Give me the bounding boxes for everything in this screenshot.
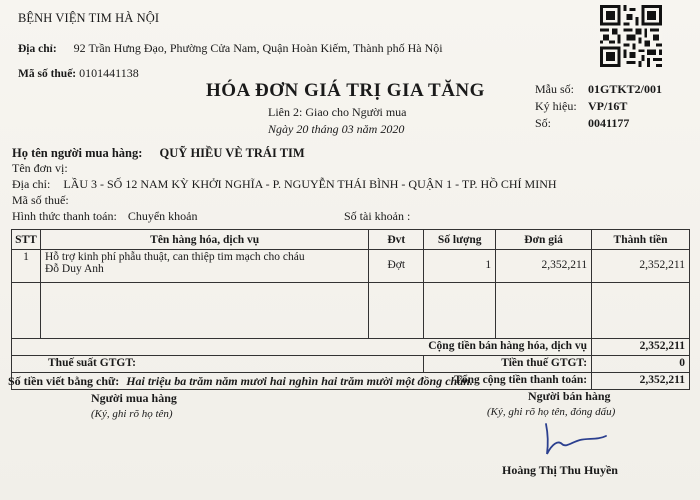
invoice-date: Ngày 20 tháng 03 năm 2020 [268,122,405,136]
seller-tax-label: Mã số thuế: [18,68,77,80]
col-header: STT [12,230,41,250]
buyer-address: LẦU 3 - SỐ 12 NAM KỲ KHỞI NGHĨA - P. NGUYỄN THÁI BÌNH - QUẬN 1 - TP. HỒ CHÍ MINH [63,177,557,191]
vat-rate-label-text: Thuế suất GTGT: [48,357,136,369]
payment-line [12,209,197,224]
buyer-signature-title: Người mua hàng [91,391,177,405]
items-table [11,229,690,390]
form-value: 01GTKT2/001 [588,82,663,96]
row-price: 2,352,211 [496,250,592,283]
payment-label: Hình thức thanh toán: [12,209,117,223]
empty-row [12,283,690,339]
buyer-tax-label: Mã số thuế: [12,193,69,207]
row-description-line2: Đỗ Duy Anh [44,263,104,275]
row-description-line1: Hỗ trợ kinh phí phẫu thuật, can thiệp tim mạch cho cháu [44,251,305,263]
buyer-name: QUỸ HIỀU VÈ TRÁI TIM [159,146,305,160]
seller-signature-note: (Ký, ghi rõ họ tên, đóng dấu) [487,406,616,418]
vat-row [12,356,690,373]
seller-address-value: 92 Trần Hưng Đạo, Phường Cửa Nam, Quận Hoàn Kiếm, Thành phố Hà Nội [73,41,443,55]
qr-code-icon [600,5,662,67]
row-amount: 2,352,211 [592,250,690,283]
number-label: Số: [535,116,552,130]
buyer-signature-note: (Ký, ghi rõ họ tên) [91,408,173,420]
signature-icon [540,420,610,460]
seller-name: Hoàng Thị Thu Huyền [502,463,618,477]
subtotal-row [12,339,690,356]
words-text: Hai triệu ba trăm năm mươi hai nghìn hai trăm mười một đồng chẵn. [126,374,473,388]
col-header: Đvt [369,230,424,250]
vat-value: 0 [592,356,690,373]
symbol-label: Ký hiệu: [535,99,577,113]
seller-address-label: Địa chỉ: [18,43,57,55]
table-row [12,250,690,283]
payment-method: Chuyển khoản [127,209,198,223]
col-header: Số lượng [424,230,496,250]
number-value: 0041177 [588,116,630,130]
row-stt: 1 [12,250,41,283]
vat-label: Tiền thuế GTGT: [424,356,592,373]
col-header: Thành tiền [592,230,690,250]
col-header: Tên hàng hóa, dịch vụ [40,230,368,250]
buyer-unit-label: Tên đơn vị: [12,161,68,175]
amount-in-words [8,374,473,389]
vat-rate-label [12,356,424,373]
hospital-name: BỆNH VIỆN TIM HÀ NỘI [18,11,160,25]
row-description [40,250,368,283]
seller-signature-title: Người bán hàng [528,389,611,403]
seller-address [18,41,443,56]
invoice-title: HÓA ĐƠN GIÁ TRỊ GIA TĂNG [206,80,485,101]
words-label: Số tiền viết bằng chữ: [8,374,120,388]
seller-tax [18,66,139,81]
symbol-value: VP/16T [588,99,628,113]
form-label: Mẫu số: [535,82,574,96]
row-quantity: 1 [424,250,496,283]
subtotal-label: Cộng tiền bán hàng hóa, dịch vụ [12,339,592,356]
account-label: Số tài khoản : [344,209,411,223]
buyer-address-line [12,177,557,192]
row-unit: Đợt [369,250,424,283]
seller-tax-value: 0101441138 [79,66,139,80]
table-header-row [12,230,690,250]
buyer-name-label: Họ tên người mua hàng: [12,146,143,160]
buyer-address-label: Địa chỉ: [12,177,51,191]
subtotal-value: 2,352,211 [592,339,690,356]
col-header: Đơn giá [496,230,592,250]
total-label: Tổng cộng tiền thanh toán: [12,373,592,390]
invoice-copy: Liên 2: Giao cho Người mua [268,105,407,119]
buyer-name-line [12,146,305,161]
total-value: 2,352,211 [592,373,690,390]
